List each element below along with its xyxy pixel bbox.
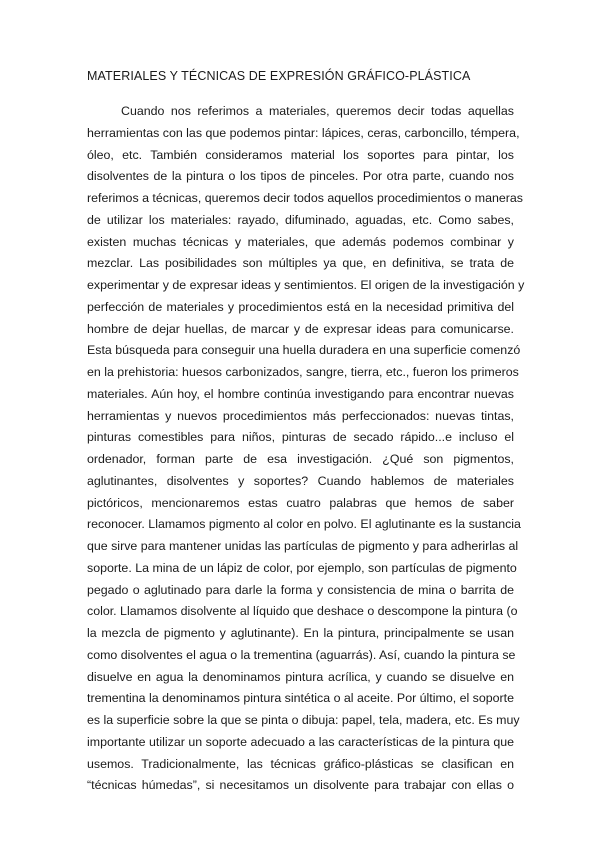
paragraph-line: importante utilizar un soporte adecuado a las características de la pintura que bbox=[87, 734, 514, 749]
paragraph-line: óleo, etc. También consideramos material los soportes para pintar, los bbox=[87, 147, 514, 162]
paragraph-line: reconocer. Llamamos pigmento al color en polvo. El aglutinante es la sustancia bbox=[87, 517, 521, 532]
paragraph-line: hombre de dejar huellas, de marcar y de expresar ideas para comunicarse. bbox=[87, 321, 514, 336]
paragraph-line: “técnicas húmedas”, si necesitamos un disolvente para trabajar con ellas o bbox=[87, 778, 514, 793]
paragraph-line: que sirve para mantener unidas las partículas de pigmento y para adherirlas al bbox=[87, 539, 519, 553]
paragraph-line: perfección de materiales y procedimientos está en la necesidad primitiva del bbox=[87, 299, 514, 314]
paragraph-line: disolventes de la pintura o los tipos de pinceles. Por otra parte, cuando nos bbox=[87, 169, 514, 184]
paragraph-line: en la prehistoria: huesos carbonizados, sangre, tierra, etc., fueron los primeros bbox=[87, 365, 519, 379]
body-paragraph bbox=[87, 101, 525, 797]
paragraph-line: herramientas y nuevos procedimientos más perfeccionados: nuevas tintas, bbox=[87, 408, 514, 423]
paragraph-line: Esta búsqueda para conseguir una huella duradera en una superficie comenzó bbox=[87, 343, 521, 358]
document-title: MATERIALES Y TÉCNICAS DE EXPRESIÓN GRÁFICO-PLÁSTICA bbox=[87, 69, 471, 83]
paragraph-line: usemos. Tradicionalmente, las técnicas gráfico-plásticas se clasifican en bbox=[87, 756, 514, 771]
paragraph-line: herramientas con las que podemos pintar: lápices, ceras, carboncillo, témpera, bbox=[87, 125, 520, 140]
paragraph-line: como disolventes el agua o la trementina (aguarrás). Así, cuando la pintura se bbox=[87, 647, 516, 662]
paragraph-line: color. Llamamos disolvente al líquido que deshace o descompone la pintura (o bbox=[87, 604, 518, 619]
paragraph-line: disuelve en agua la denominamos pintura acrílica, y cuando se disuelve en bbox=[87, 669, 514, 684]
paragraph-line: pegado o aglutinado para darle la forma y consistencia de mina o barrita de bbox=[87, 582, 514, 597]
paragraph-line: aglutinantes, disolventes y soportes? Cuando hablemos de materiales bbox=[87, 473, 514, 488]
paragraph-line: existen muchas técnicas y materiales, que además podemos combinar y bbox=[87, 234, 514, 249]
paragraph-line: ordenador, forman parte de esa investigación. ¿Qué son pigmentos, bbox=[87, 452, 514, 466]
paragraph-line: pinturas comestibles para niños, pinturas de secado rápido...e incluso el bbox=[87, 430, 514, 445]
paragraph-line: materiales. Aún hoy, el hombre continúa investigando para encontrar nuevas bbox=[87, 386, 514, 401]
paragraph-line: Cuando nos referimos a materiales, queremos decir todas aquellas bbox=[121, 104, 514, 118]
paragraph-line: referimos a técnicas, queremos decir todos aquellos procedimientos o maneras bbox=[87, 191, 523, 205]
paragraph-line: de utilizar los materiales: rayado, difuminado, aguadas, etc. Como sabes, bbox=[87, 212, 514, 227]
paragraph-line: trementina la denominamos pintura sintética o al aceite. Por último, el soporte bbox=[87, 691, 515, 706]
paragraph-line: es la superficie sobre la que se pinta o dibuja: papel, tela, madera, etc. Es muy bbox=[87, 713, 520, 727]
paragraph-line: la mezcla de pigmento y aglutinante). En la pintura, principalmente se usan bbox=[87, 626, 514, 640]
paragraph-line: mezclar. Las posibilidades son múltiples ya que, en definitiva, se trata de bbox=[87, 256, 514, 271]
paragraph-line: experimentar y de expresar ideas y sentimientos. El origen de la investigación y bbox=[87, 278, 525, 292]
paragraph-line: pictóricos, mencionaremos estas cuatro palabras que hemos de saber bbox=[87, 495, 514, 510]
paragraph-line: soporte. La mina de un lápiz de color, por ejemplo, son partículas de pigmento bbox=[87, 560, 517, 575]
